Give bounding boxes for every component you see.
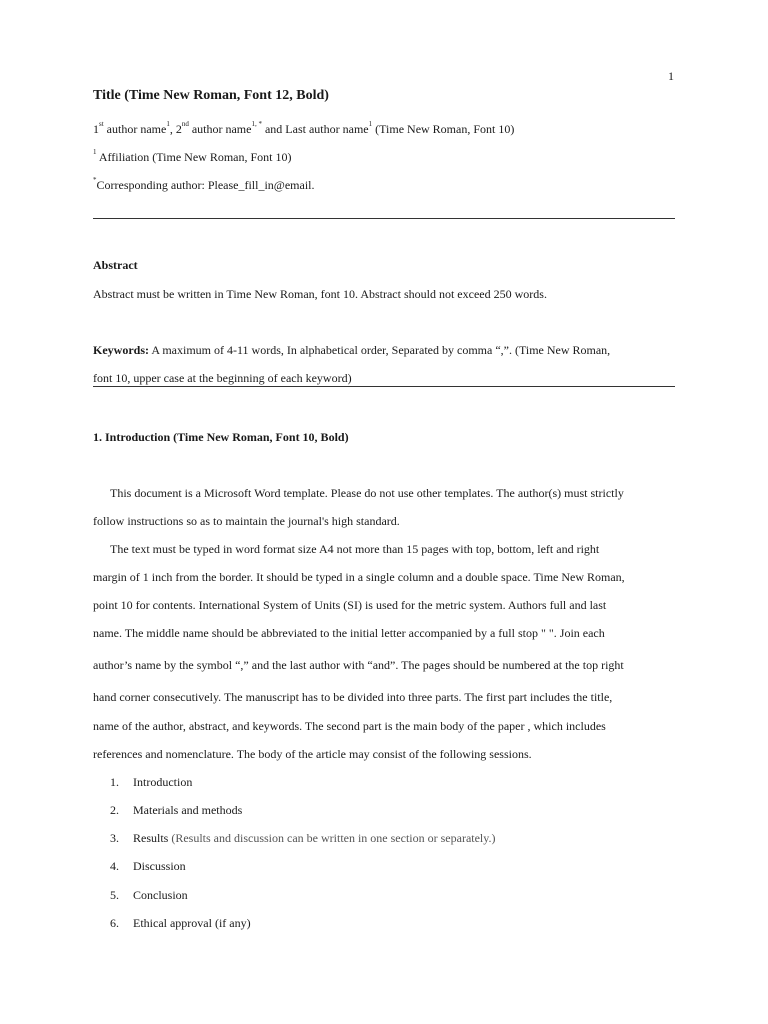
author-2-sup: nd xyxy=(181,120,189,128)
list-item xyxy=(110,803,242,818)
author-2-affiliation: 1, * xyxy=(251,120,262,128)
para2-line-1: The text must be typed in word format size A4 not more than 15 pages with top, bottom, left and right xyxy=(110,542,600,556)
list-note: (Results and discussion can be written in one section or separately.) xyxy=(171,831,496,845)
para1-line-2: follow instructions so as to maintain the journal's high standard. xyxy=(93,514,400,528)
last-author-name: and Last author name xyxy=(261,122,369,136)
author-2-ordinal: , 2 xyxy=(169,122,182,136)
keywords-line-1 xyxy=(93,343,610,358)
list-number: 2. xyxy=(110,803,119,817)
list-item xyxy=(110,831,495,846)
abstract-text: Abstract must be written in Time New Roman, font 10. Abstract should not exceed 250 words. xyxy=(93,287,547,301)
list-label: Ethical approval (if any) xyxy=(133,916,251,930)
list-label: Conclusion xyxy=(133,888,188,902)
corresponding-text: Corresponding author: Please_fill_in@email. xyxy=(96,178,315,192)
list-label: Results xyxy=(133,831,169,845)
corresponding-line xyxy=(93,178,315,193)
list-number: 6. xyxy=(110,916,119,930)
keywords-line-2: font 10, upper case at the beginning of each keyword) xyxy=(93,371,352,385)
list-item xyxy=(110,859,186,874)
authors-font-note: (Time New Roman, Font 10) xyxy=(372,122,515,136)
corresponding-sup: * xyxy=(93,176,97,184)
para2-line-7: name of the author, abstract, and keywords. The second part is the main body of the paper , which includes xyxy=(93,719,606,733)
list-number: 3. xyxy=(110,831,119,845)
para2-line-2: margin of 1 inch from the border. It should be typed in a single column and a double space. Time New Roman, xyxy=(93,570,625,584)
list-number: 4. xyxy=(110,859,119,873)
list-number: 1. xyxy=(110,775,119,789)
para2-line-3: point 10 for contents. International System of Units (SI) is used for the metric system. Authors full and last xyxy=(93,598,607,612)
authors-line xyxy=(93,122,514,137)
list-number: 5. xyxy=(110,888,119,902)
page-number: 1 xyxy=(668,69,674,83)
list-item xyxy=(110,888,188,903)
list-label: Materials and methods xyxy=(133,803,243,817)
para2-line-8: references and nomenclature. The body of the article may consist of the following sessions. xyxy=(93,747,532,761)
list-label: Introduction xyxy=(133,775,193,789)
abstract-heading: Abstract xyxy=(93,258,138,272)
affiliation-line xyxy=(93,150,292,165)
header-rule xyxy=(93,218,675,219)
document-title: Title (Time New Roman, Font 12, Bold) xyxy=(93,88,329,103)
list-item xyxy=(110,775,192,790)
para2-line-5: author’s name by the symbol “,” and the last author with “and”. The pages should be numbered at the top right xyxy=(93,658,624,672)
keywords-rule xyxy=(93,386,675,387)
keywords-text-1: A maximum of 4-11 words, In alphabetical order, Separated by comma “,”. (Time New Roman, xyxy=(149,343,611,357)
author-1-affiliation: 1 xyxy=(166,120,170,128)
para2-line-4: name. The middle name should be abbreviated to the initial letter accompanied by a full stop " ". Join each xyxy=(93,626,605,640)
affiliation-sup: 1 xyxy=(93,148,97,156)
affiliation-text: Affiliation (Time New Roman, Font 10) xyxy=(96,150,292,164)
list-label: Discussion xyxy=(133,859,186,873)
author-2-name: author name xyxy=(188,122,252,136)
author-1-sup: st xyxy=(99,120,104,128)
author-1-name: author name xyxy=(103,122,167,136)
author-1-ordinal: 1 xyxy=(93,122,99,136)
introduction-heading: 1. Introduction (Time New Roman, Font 10, Bold) xyxy=(93,430,349,444)
para1-line-1: This document is a Microsoft Word template. Please do not use other templates. The author(s) must strictly xyxy=(110,486,624,500)
keywords-label: Keywords: xyxy=(93,343,149,357)
last-author-affiliation: 1 xyxy=(368,120,373,128)
list-item xyxy=(110,916,251,931)
para2-line-6: hand corner consecutively. The manuscript has to be divided into three parts. The first part includes the title, xyxy=(93,690,613,704)
